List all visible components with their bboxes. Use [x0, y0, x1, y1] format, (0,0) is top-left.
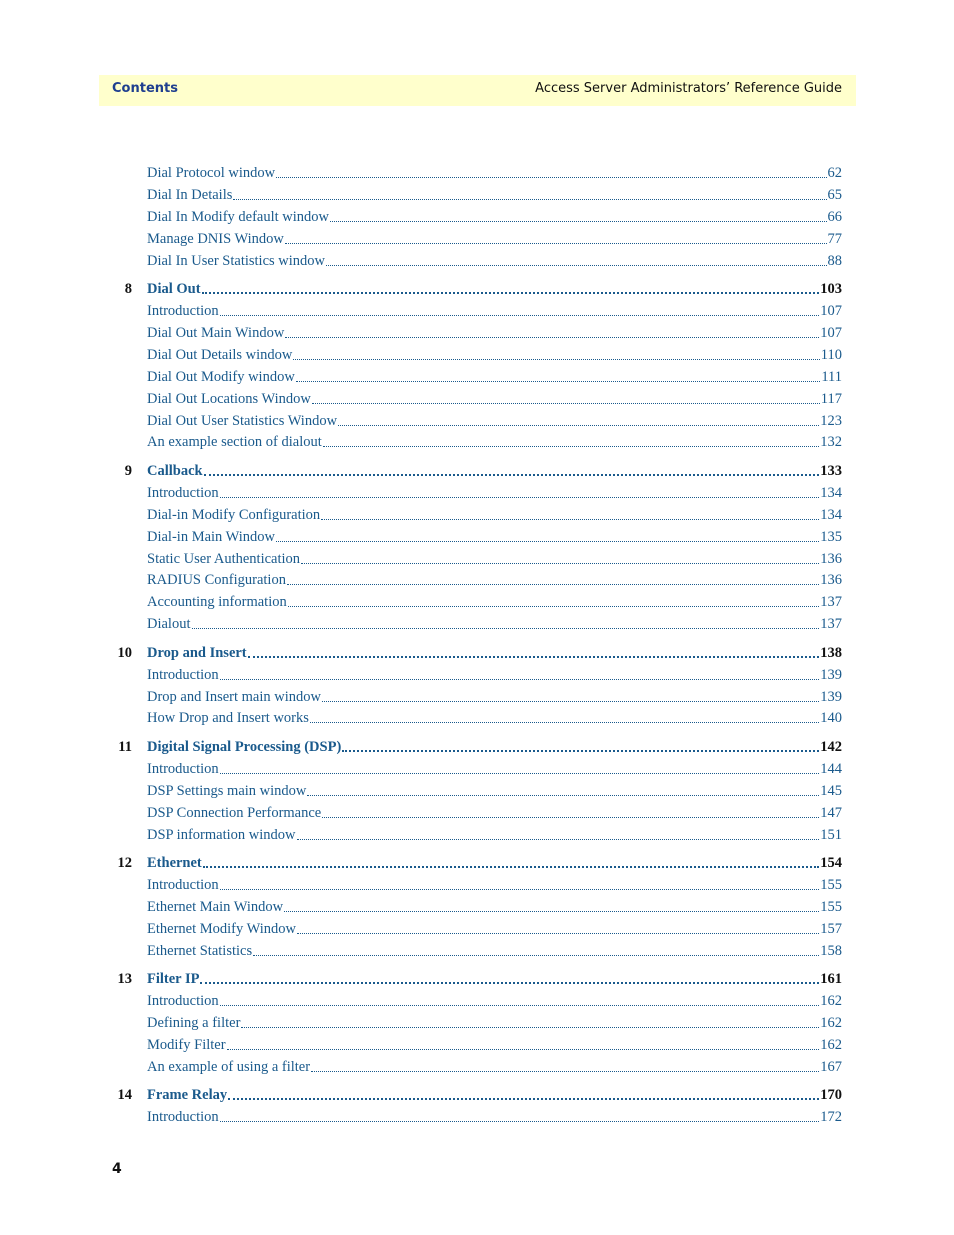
toc-section-entry[interactable]: [147, 1012, 842, 1032]
toc-chapter-entry[interactable]: [147, 968, 842, 988]
toc-entry-label[interactable]: Static User Authentication: [147, 550, 301, 567]
toc-entry-page[interactable]: 154: [820, 855, 842, 871]
dot-leader: [233, 198, 826, 200]
toc-section-entry[interactable]: [147, 300, 842, 320]
toc-entry-page[interactable]: 155: [820, 876, 842, 893]
toc-entry-page[interactable]: 134: [820, 506, 842, 523]
toc-entry-label[interactable]: Dial-in Modify Configuration: [147, 506, 321, 523]
toc-entry-page[interactable]: 158: [820, 942, 842, 959]
toc-entry-label[interactable]: Dial Out: [147, 281, 201, 298]
chapter-number: 8: [124, 281, 132, 298]
toc-entry-page[interactable]: 155: [820, 898, 842, 915]
toc-entry-page[interactable]: 103: [820, 281, 842, 298]
toc-entry-page[interactable]: 137: [820, 594, 842, 611]
toc-entry-page[interactable]: 132: [820, 434, 842, 451]
toc-entry-page[interactable]: 133: [820, 462, 842, 479]
toc-chapter-entry[interactable]: [147, 642, 842, 662]
toc-section-entry[interactable]: [147, 896, 842, 916]
toc-entry-label[interactable]: Dial Out Locations Window: [147, 390, 311, 407]
toc-entry-page[interactable]: 136: [820, 572, 842, 589]
toc-entry-page[interactable]: 162: [820, 1014, 842, 1031]
toc-entry-label[interactable]: DSP information window: [147, 826, 296, 843]
dot-leader: [312, 402, 820, 404]
toc-entry-label[interactable]: Ethernet Statistics: [147, 942, 253, 959]
dot-leader: [192, 627, 820, 629]
toc-section-entry[interactable]: [147, 431, 842, 451]
dot-leader: [253, 954, 819, 956]
dot-leader: [241, 1026, 819, 1028]
dot-leader: [284, 910, 819, 912]
toc-entry-page[interactable]: 144: [820, 760, 842, 777]
dot-leader: [227, 1048, 820, 1050]
toc-section-entry[interactable]: [147, 940, 842, 960]
dot-leader: [220, 496, 820, 498]
dot-leader: [322, 816, 819, 818]
toc-section-entry[interactable]: [147, 388, 842, 408]
toc-entry-page[interactable]: 137: [820, 616, 842, 633]
dot-leader: [285, 242, 827, 244]
toc-section-entry[interactable]: [147, 344, 842, 364]
toc-section-entry[interactable]: [147, 613, 842, 633]
toc-entry-label[interactable]: Dial Out User Statistics Window: [147, 412, 338, 429]
dot-leader: [200, 981, 819, 984]
toc-section-entry[interactable]: [147, 184, 842, 204]
toc-entry-label[interactable]: An example of using a filter: [147, 1058, 311, 1075]
dot-leader: [307, 794, 819, 796]
toc-section-entry[interactable]: [147, 526, 842, 546]
toc-section-entry[interactable]: [147, 228, 842, 248]
toc-entry-label[interactable]: An example section of dialout: [147, 434, 322, 451]
toc-section-entry[interactable]: [147, 410, 842, 430]
toc-entry-label[interactable]: Ethernet Modify Window: [147, 920, 296, 937]
toc-entry-page[interactable]: 162: [820, 993, 842, 1009]
toc-entry-page[interactable]: 138: [820, 644, 842, 661]
toc-entry-label[interactable]: Dial In User Statistics window: [147, 252, 326, 269]
dot-leader: [287, 583, 819, 585]
dot-leader: [204, 473, 820, 476]
toc-section-entry[interactable]: [147, 1034, 842, 1054]
toc-section-entry[interactable]: [147, 758, 842, 778]
toc-chapter-entry[interactable]: [147, 278, 842, 298]
chapter-number: 10: [117, 644, 132, 661]
toc-section-entry[interactable]: [147, 366, 842, 386]
dot-leader: [311, 1070, 819, 1072]
dot-leader: [248, 655, 820, 658]
dot-leader: [228, 1097, 819, 1100]
toc-section-entry[interactable]: [147, 591, 842, 611]
toc-entry-page[interactable]: 134: [820, 484, 842, 501]
toc-entry-page[interactable]: 62: [827, 165, 842, 181]
toc-entry-label[interactable]: Introduction: [147, 876, 219, 893]
page-number: 4: [112, 1161, 122, 1177]
toc-entry-label[interactable]: Drop and Insert: [147, 644, 247, 661]
dot-leader: [323, 445, 819, 447]
toc-entry-label[interactable]: Introduction: [147, 484, 219, 501]
toc-entry-page[interactable]: 142: [820, 738, 842, 755]
toc-entry-page[interactable]: 147: [820, 804, 842, 821]
toc-section-entry[interactable]: [147, 664, 842, 684]
toc-entry-label[interactable]: Introduction: [147, 1109, 219, 1126]
toc-entry-label[interactable]: Introduction: [147, 993, 219, 1009]
toc-section-entry[interactable]: [147, 780, 842, 800]
dot-leader: [297, 932, 819, 934]
dot-leader: [202, 291, 820, 294]
toc-entry-page[interactable]: 139: [820, 688, 842, 705]
toc-entry-label[interactable]: Introduction: [147, 760, 219, 777]
toc-entry-label[interactable]: Ethernet Main Window: [147, 898, 284, 915]
toc-entry-label[interactable]: Accounting information: [147, 594, 287, 611]
dot-leader: [321, 518, 819, 520]
toc-entry-page[interactable]: 172: [820, 1109, 842, 1126]
toc-entry-label[interactable]: RADIUS Configuration: [147, 572, 286, 589]
toc-section-entry[interactable]: [147, 548, 842, 568]
dot-leader: [297, 838, 820, 840]
toc-section-entry[interactable]: [147, 250, 842, 270]
toc-section-entry[interactable]: [147, 1056, 842, 1076]
toc-entry-page[interactable]: 66: [827, 208, 842, 225]
header-book-title: Access Server Administrators’ Reference Guide: [535, 81, 842, 96]
dot-leader: [326, 264, 826, 266]
dot-leader: [220, 678, 820, 680]
toc-entry-page[interactable]: 117: [820, 390, 842, 407]
toc-entry-label[interactable]: Manage DNIS Window: [147, 230, 284, 247]
toc-section-entry[interactable]: [147, 206, 842, 226]
dot-leader: [285, 336, 819, 338]
dot-leader: [288, 605, 820, 607]
chapter-number: 13: [117, 971, 132, 988]
toc-section-entry[interactable]: [147, 322, 842, 342]
toc-entry-page[interactable]: 161: [820, 971, 842, 988]
dot-leader: [310, 721, 819, 723]
chapter-number: 14: [117, 1087, 132, 1104]
dot-leader: [203, 865, 819, 868]
dot-leader: [296, 380, 821, 382]
toc-entry-page[interactable]: 77: [827, 230, 842, 247]
toc-section-entry[interactable]: [147, 918, 842, 938]
toc-entry-label[interactable]: DSP Settings main window: [147, 782, 307, 799]
toc-entry-page[interactable]: 167: [820, 1058, 842, 1075]
toc-entry-page[interactable]: 145: [820, 782, 842, 799]
dot-leader: [220, 888, 820, 890]
dot-leader: [220, 1004, 820, 1006]
dot-leader: [338, 424, 819, 426]
toc-section-entry[interactable]: [147, 824, 842, 844]
toc-entry-page[interactable]: 65: [827, 186, 842, 203]
toc-entry-label[interactable]: Filter IP: [147, 971, 200, 988]
toc-section-entry[interactable]: [147, 504, 842, 524]
toc-entry-page[interactable]: 151: [820, 826, 842, 843]
dot-leader: [293, 358, 819, 360]
toc-entry-page[interactable]: 140: [820, 710, 842, 727]
toc-entry-label[interactable]: Modify Filter: [147, 1036, 226, 1053]
toc-section-entry[interactable]: [147, 990, 842, 1010]
toc-entry-page[interactable]: 107: [820, 324, 842, 341]
toc-entry-page[interactable]: 170: [820, 1087, 842, 1104]
toc-section-entry[interactable]: [147, 482, 842, 502]
toc-entry-page[interactable]: 107: [820, 303, 842, 319]
dot-leader: [220, 314, 820, 316]
toc-chapter-entry[interactable]: [147, 1084, 842, 1104]
toc-entry-page[interactable]: 136: [820, 550, 842, 567]
toc-entry-label[interactable]: Dial Out Modify window: [147, 368, 295, 385]
toc-section-entry[interactable]: [147, 707, 842, 727]
dot-leader: [322, 700, 819, 702]
toc-entry-page[interactable]: 157: [820, 920, 842, 937]
toc-section-entry[interactable]: [147, 874, 842, 894]
toc-entry-label[interactable]: Dial In Modify default window: [147, 208, 330, 225]
toc-entry-label[interactable]: Dial Out Main Window: [147, 324, 285, 341]
toc-entry-page[interactable]: 123: [820, 412, 842, 429]
toc-entry-label[interactable]: Digital Signal Processing (DSP): [147, 738, 342, 755]
toc-entry-label[interactable]: Dialout: [147, 616, 191, 633]
toc-entry-label[interactable]: Dial-in Main Window: [147, 528, 276, 545]
toc-entry-label[interactable]: Ethernet: [147, 855, 202, 871]
toc-entry-label[interactable]: Defining a filter: [147, 1014, 241, 1031]
dot-leader: [342, 749, 819, 752]
toc-entry-label[interactable]: Introduction: [147, 303, 219, 319]
toc-entry-label[interactable]: Introduction: [147, 666, 219, 683]
dot-leader: [276, 540, 819, 542]
header-section-title: Contents: [112, 81, 178, 96]
toc-entry-label[interactable]: Dial In Details: [147, 186, 233, 203]
chapter-number: 11: [118, 738, 132, 755]
toc-entry-page[interactable]: 88: [827, 252, 842, 269]
dot-leader: [330, 220, 826, 222]
toc-entry-page[interactable]: 110: [820, 346, 842, 363]
toc-entry-label[interactable]: Drop and Insert main window: [147, 688, 321, 705]
toc-section-entry[interactable]: [147, 686, 842, 706]
toc-entry-label[interactable]: DSP Connection Performance: [147, 804, 322, 821]
toc-entry-page[interactable]: 139: [820, 666, 842, 683]
dot-leader: [301, 562, 819, 564]
toc-entry-label[interactable]: Callback: [147, 462, 203, 479]
toc-entry-label[interactable]: How Drop and Insert works: [147, 710, 309, 727]
toc-entry-label[interactable]: Frame Relay: [147, 1087, 228, 1104]
dot-leader: [220, 772, 820, 774]
chapter-number: 9: [124, 462, 132, 479]
dot-leader: [276, 176, 826, 178]
chapter-number: 12: [117, 855, 132, 871]
toc-entry-page[interactable]: 111: [821, 368, 842, 385]
toc-chapter-entry[interactable]: [147, 460, 842, 480]
toc-section-entry[interactable]: [147, 802, 842, 822]
toc-section-entry[interactable]: [147, 162, 842, 182]
toc-chapter-entry[interactable]: [147, 852, 842, 872]
toc-chapter-entry[interactable]: [147, 736, 842, 756]
toc-section-entry[interactable]: [147, 569, 842, 589]
toc-entry-page[interactable]: 135: [820, 528, 842, 545]
toc-entry-label[interactable]: Dial Out Details window: [147, 346, 293, 363]
dot-leader: [220, 1120, 820, 1122]
toc-section-entry[interactable]: [147, 1106, 842, 1126]
toc-entry-page[interactable]: 162: [820, 1036, 842, 1053]
toc-entry-label[interactable]: Dial Protocol window: [147, 165, 276, 181]
